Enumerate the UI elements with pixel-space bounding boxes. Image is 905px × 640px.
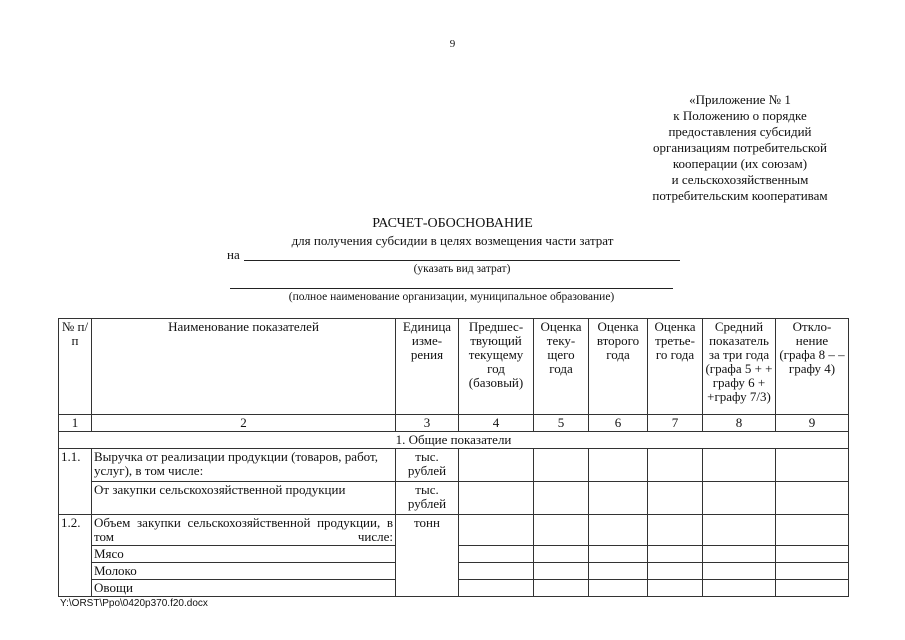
header-cell: № п/п — [59, 319, 92, 415]
value-cell — [589, 546, 648, 563]
value-cell — [703, 515, 776, 546]
header-cell: Оценка второго года — [589, 319, 648, 415]
row-name: Объем закупки сельскохозяйственной продукции, в том числе: — [92, 515, 396, 546]
value-cell — [776, 482, 849, 515]
appendix-line: организациям потребительской — [652, 140, 827, 155]
page-number: 9 — [449, 38, 456, 50]
calculation-table — [58, 318, 849, 597]
na-label: на — [227, 247, 240, 262]
value-cell — [589, 449, 648, 482]
cost-type-underline — [244, 260, 680, 261]
appendix-note — [580, 92, 900, 204]
value-cell — [648, 449, 703, 482]
value-cell — [703, 580, 776, 597]
row-name: Молоко — [92, 563, 396, 580]
row-name: Мясо — [92, 546, 396, 563]
header-cell: Средний показатель за три года (графа 5 + + графу 6 + +графу 7/3) — [703, 319, 776, 415]
row-number: 1.2. — [59, 515, 92, 597]
document-title: РАСЧЕТ-ОБОСНОВАНИЕ — [372, 216, 533, 231]
table-row — [59, 449, 849, 482]
footer-file-path: Y:\ORST\Ppo\0420p370.f20.docx — [60, 598, 208, 609]
appendix-line: потребительским кооперативам — [652, 188, 828, 203]
header-cell: Наименование показателей — [92, 319, 396, 415]
value-cell — [589, 515, 648, 546]
appendix-line: «Приложение № 1 — [689, 92, 791, 107]
column-number: 1 — [59, 415, 92, 432]
value-cell — [776, 449, 849, 482]
value-cell — [648, 580, 703, 597]
row-unit: тыс. рублей — [396, 449, 459, 482]
table-header-row — [59, 319, 849, 415]
column-number: 3 — [396, 415, 459, 432]
value-cell — [703, 563, 776, 580]
value-cell — [648, 563, 703, 580]
value-cell — [534, 563, 589, 580]
row-number: 1.1. — [59, 449, 92, 515]
column-number: 7 — [648, 415, 703, 432]
org-name-underline — [230, 288, 673, 289]
row-unit: тыс. рублей — [396, 482, 459, 515]
header-cell: Единица изме- рения — [396, 319, 459, 415]
header-cell: Предшес- твующий текущему год (базовый) — [459, 319, 534, 415]
cost-type-hint: (указать вид затрат) — [413, 263, 511, 275]
row-name: Овощи — [92, 580, 396, 597]
value-cell — [534, 580, 589, 597]
value-cell — [459, 563, 534, 580]
value-cell — [459, 449, 534, 482]
value-cell — [534, 515, 589, 546]
row-name: От закупки сельскохозяйственной продукции — [92, 482, 396, 515]
row-unit: тонн — [396, 515, 459, 597]
table-row — [59, 482, 849, 515]
value-cell — [776, 580, 849, 597]
value-cell — [459, 580, 534, 597]
row-name: Выручка от реализации продукции (товаров, работ, услуг), в том числе: — [92, 449, 396, 482]
document-subtitle: для получения субсидии в целях возмещения части затрат — [291, 233, 614, 248]
section-row — [59, 432, 849, 449]
value-cell — [776, 563, 849, 580]
value-cell — [648, 546, 703, 563]
value-cell — [459, 482, 534, 515]
column-number: 8 — [703, 415, 776, 432]
value-cell — [648, 482, 703, 515]
value-cell — [703, 482, 776, 515]
value-cell — [459, 515, 534, 546]
value-cell — [648, 515, 703, 546]
column-number: 6 — [589, 415, 648, 432]
column-number: 5 — [534, 415, 589, 432]
value-cell — [589, 563, 648, 580]
org-name-hint: (полное наименование организации, муниципальное образование) — [288, 291, 615, 303]
appendix-line: к Положению о порядке — [673, 108, 807, 123]
header-cell: Оценка третье- го года — [648, 319, 703, 415]
section-title: 1. Общие показатели — [59, 432, 849, 449]
column-number: 9 — [776, 415, 849, 432]
value-cell — [589, 580, 648, 597]
value-cell — [703, 546, 776, 563]
value-cell — [459, 546, 534, 563]
value-cell — [703, 449, 776, 482]
value-cell — [534, 482, 589, 515]
column-number: 2 — [92, 415, 396, 432]
header-cell: Откло- нение (графа 8 – – графу 4) — [776, 319, 849, 415]
appendix-line: кооперации (их союзам) — [672, 156, 808, 171]
value-cell — [776, 546, 849, 563]
table-row — [59, 515, 849, 546]
value-cell — [534, 449, 589, 482]
column-number: 4 — [459, 415, 534, 432]
appendix-line: предоставления субсидий — [668, 124, 812, 139]
header-cell: Оценка теку- щего года — [534, 319, 589, 415]
value-cell — [534, 546, 589, 563]
column-number-row — [59, 415, 849, 432]
appendix-line: и сельскохозяйственным — [671, 172, 809, 187]
value-cell — [589, 482, 648, 515]
value-cell — [776, 515, 849, 546]
